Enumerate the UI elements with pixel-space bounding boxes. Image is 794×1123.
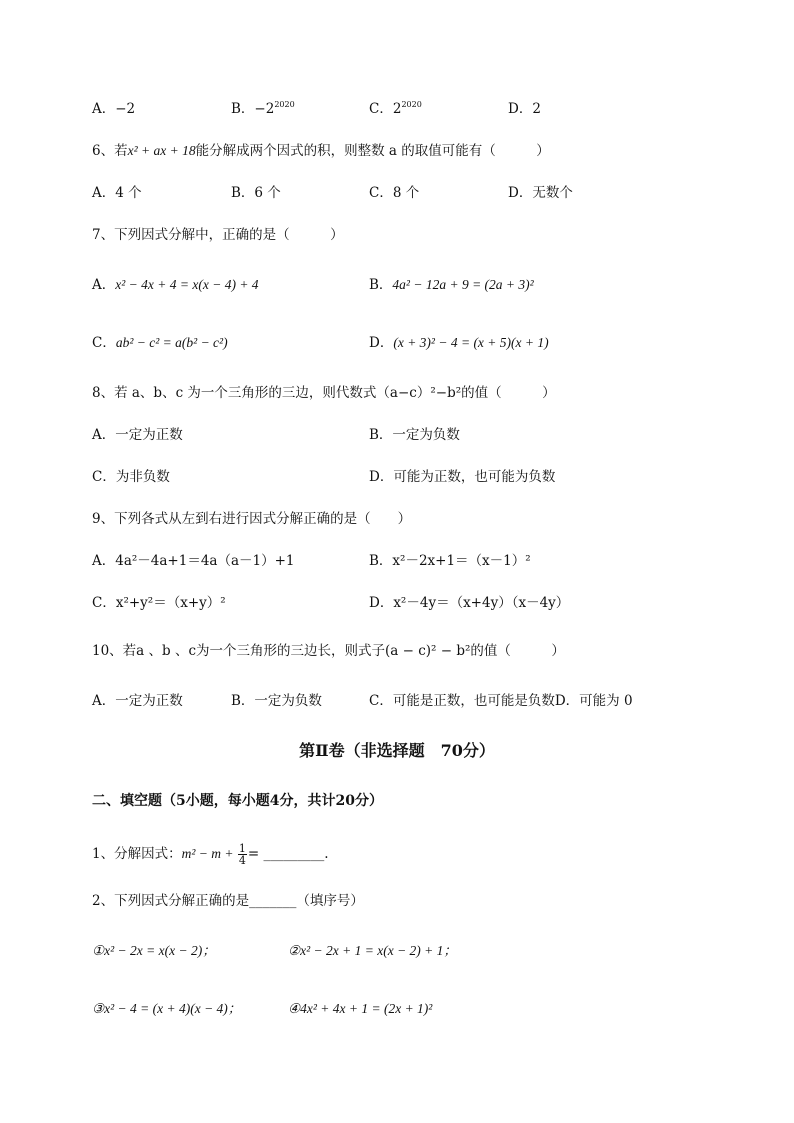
option-label: A．: [92, 101, 116, 117]
q8-option-c: C．为非负数: [92, 469, 170, 485]
q9-option-a: A．4a²－4a+1＝4a（a－1）+1: [92, 553, 295, 569]
option-exponent: 2020: [274, 100, 295, 109]
q9-option-c: C．x²+y²＝（x+y）²: [92, 595, 226, 611]
fill-2-item-4: [288, 999, 432, 1019]
part-2-title: 第Ⅱ卷（非选择题 70分）: [299, 741, 495, 760]
q8-option-d: D．可能为正数，也可能为负数: [369, 469, 556, 485]
option-exponent: 2020: [401, 100, 422, 109]
question-prefix: 6、若: [92, 143, 128, 159]
fill-question-1: [92, 842, 329, 866]
fill-2-item-2: [288, 941, 457, 961]
fraction-one-quarter: [238, 843, 247, 866]
q10-option-c: C．可能是正数，也可能是负数D．可能为 0: [369, 693, 633, 709]
option-text: 2: [532, 101, 541, 117]
q5-option-c: [369, 99, 422, 119]
question-8-stem: 8、若 a、b、c 为一个三角形的三边，则代数式（a−c）²−b²的值（ ）: [92, 385, 556, 401]
fill-2-item-1: [92, 941, 216, 961]
fraction-numerator: 1: [238, 842, 246, 855]
q9-option-b: B．x²－2x+1＝（x－1）²: [369, 553, 531, 569]
question-6-stem: [92, 141, 550, 161]
option-expression: (x + 3)² − 4 = (x + 5)(x + 1): [393, 335, 549, 350]
option-label: C．: [369, 101, 393, 117]
answer-blank: = _________.: [247, 846, 329, 862]
q6-option-a: A．4 个: [92, 185, 142, 201]
question-prefix: 1、分解因式：: [92, 846, 182, 862]
q7-option-b: [369, 275, 534, 295]
q7-option-c: [92, 333, 228, 353]
q7-option-a: [92, 275, 259, 295]
fill-question-2-stem: 2、下列因式分解正确的是_______（填序号）: [92, 893, 364, 909]
option-expression: 4a² − 12a + 9 = (2a + 3)²: [392, 277, 534, 292]
option-label: A．: [92, 277, 116, 293]
q6-option-b: B．6 个: [231, 185, 281, 201]
q5-option-b: [231, 99, 295, 119]
fill-2-item-3: [92, 999, 241, 1019]
q9-option-d: D．x²－4y＝（x+4y）（x－4y）: [369, 595, 570, 611]
question-expression: x² + ax + 18: [127, 143, 196, 158]
item-expression: ①x² − 2x = x(x − 2)；: [92, 943, 216, 958]
q6-option-d: D．无数个: [508, 185, 573, 201]
question-expression: m² − m +: [181, 846, 237, 861]
q7-option-d: [369, 333, 549, 353]
q10-option-a: A．一定为正数: [92, 693, 183, 709]
option-expression: x² − 4x + 4 = x(x − 4) + 4: [115, 277, 259, 292]
q5-option-a: [92, 99, 135, 119]
option-label: B．: [369, 277, 393, 293]
question-9-stem: 9、下列各式从左到右进行因式分解正确的是（ ）: [92, 511, 412, 527]
option-label: D．: [369, 335, 394, 351]
q10-option-b: B．一定为负数: [231, 693, 322, 709]
option-label: C．: [92, 335, 116, 351]
item-expression: ②x² − 2x + 1 = x(x − 2) + 1；: [288, 943, 457, 958]
q8-option-b: B．一定为负数: [369, 427, 460, 443]
question-10-stem: 10、若a 、b 、c为一个三角形的三边长，则式子(a − c)² − b²的值（ ）: [92, 643, 565, 659]
option-base: 2: [392, 101, 402, 117]
q5-option-d: [508, 99, 541, 119]
question-7-stem: 7、下列因式分解中，正确的是（ ）: [92, 227, 344, 243]
option-base: −2: [254, 101, 275, 117]
option-label: B．: [231, 101, 255, 117]
option-text: −2: [115, 101, 136, 117]
section-heading: 二、填空题（5小题，每小题4分，共计20分）: [92, 793, 383, 809]
question-suffix: 能分解成两个因式的积，则整数 a 的取值可能有（ ）: [195, 143, 550, 159]
item-expression: ③x² − 4 = (x + 4)(x − 4)；: [92, 1001, 242, 1016]
item-expression: ④4x² + 4x + 1 = (2x + 1)²: [288, 1001, 433, 1016]
q6-option-c: C．8 个: [369, 185, 420, 201]
option-expression: ab² − c² = a(b² − c²): [115, 335, 228, 350]
q8-option-a: A．一定为正数: [92, 427, 183, 443]
option-label: D．: [508, 101, 533, 117]
fraction-denominator: 4: [238, 854, 246, 867]
